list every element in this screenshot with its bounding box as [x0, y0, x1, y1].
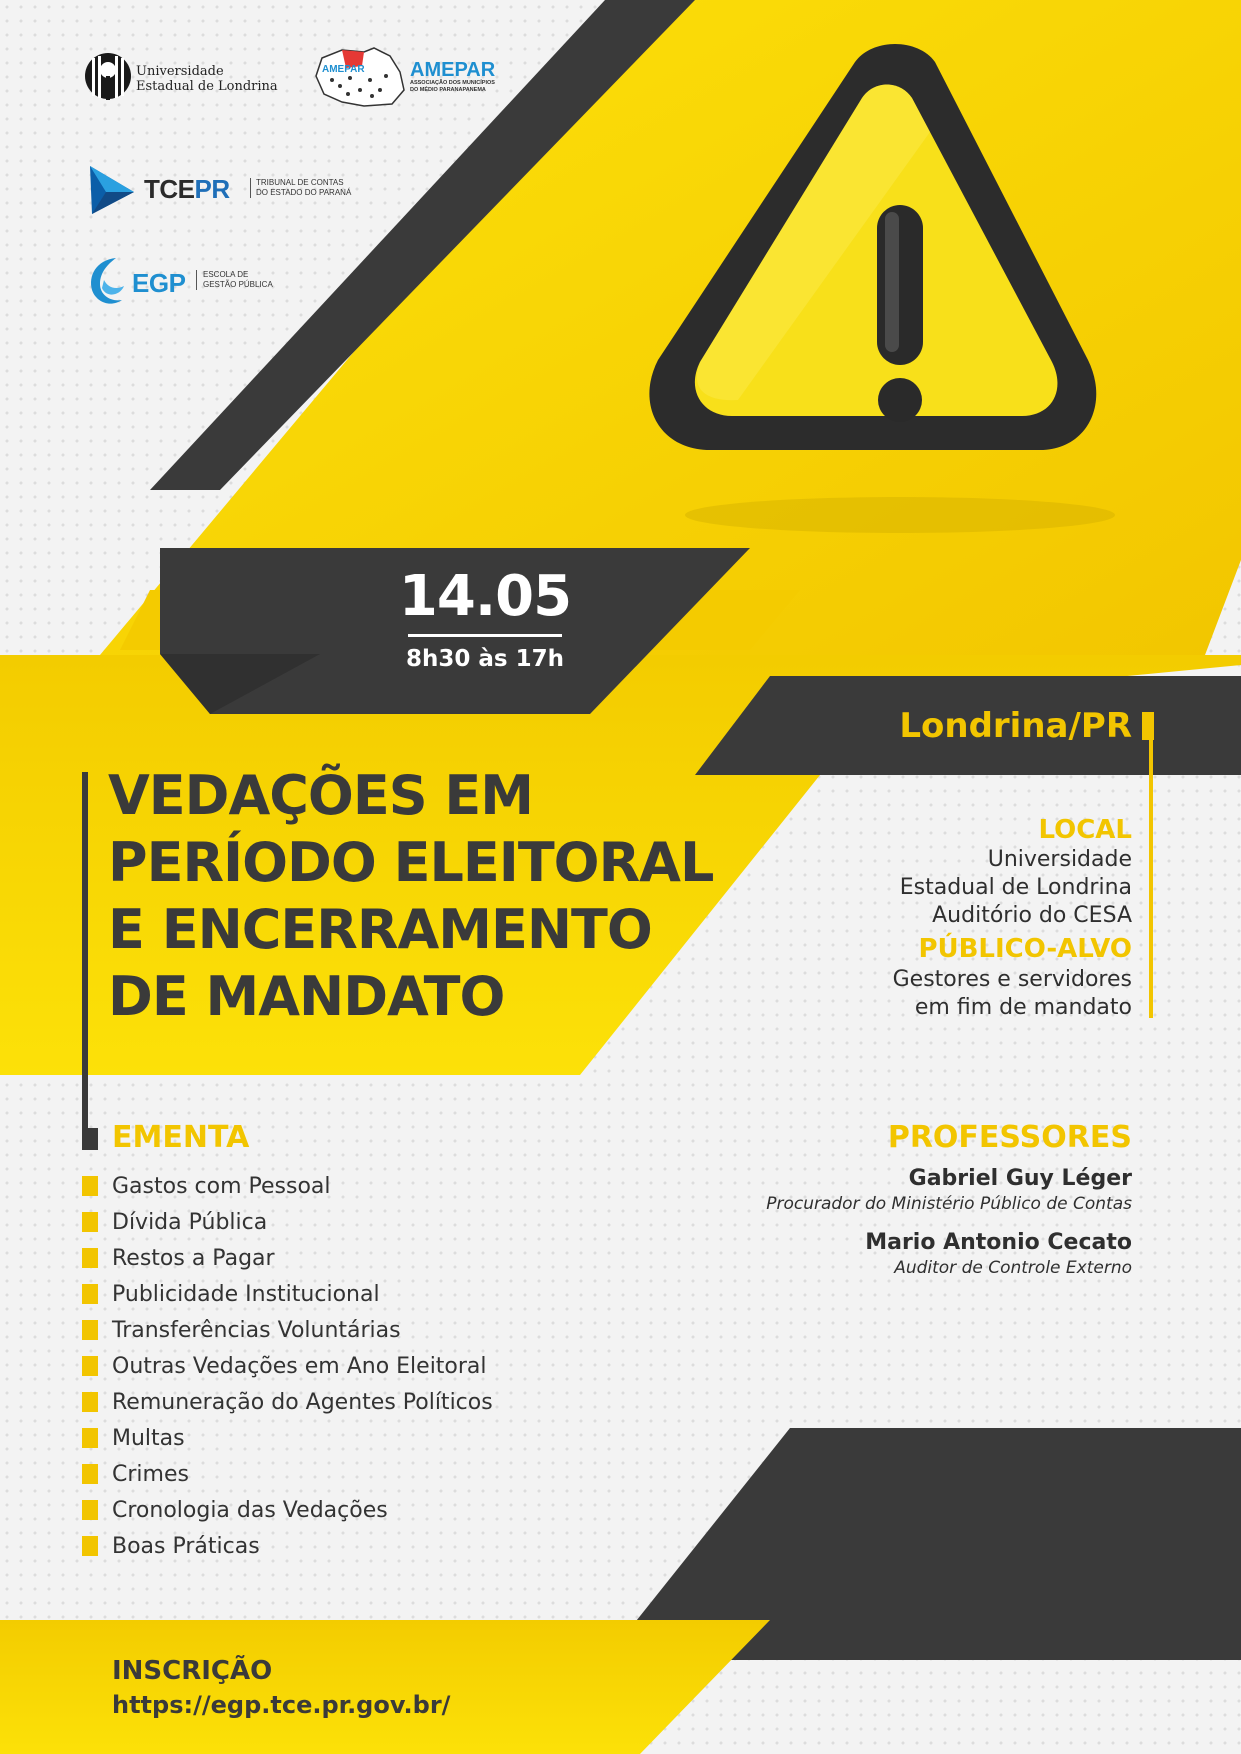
local-line-1: Universidade [987, 847, 1132, 872]
ementa-item [82, 1312, 401, 1348]
amepar-name: AMEPAR [410, 59, 496, 81]
uel-name-line2: Estadual de Londrina [136, 79, 278, 94]
bullet-square-icon [82, 1464, 98, 1484]
event-date-block [380, 566, 590, 675]
ementa-item [82, 1276, 380, 1312]
ementa-item [82, 1528, 260, 1564]
publico-line-2: em fim de mandato [914, 995, 1132, 1020]
bullet-square-icon [82, 1248, 98, 1268]
egp-logo [86, 254, 286, 310]
tcepr-name-tce: TCE [144, 174, 195, 204]
ementa-item-label: Restos a Pagar [112, 1245, 275, 1271]
bullet-square-icon [82, 1212, 98, 1232]
amepar-subtitle-2: DO MÉDIO PARANAPANEMA [410, 87, 486, 93]
professor-role: Auditor de Controle Externo [894, 1258, 1132, 1278]
tcepr-logo [86, 164, 376, 216]
tcepr-name-pr: PR [194, 174, 230, 204]
event-date: 14.05 [398, 564, 572, 629]
amepar-map-label: AMEPAR [322, 64, 365, 75]
bullet-square-icon [82, 1176, 98, 1196]
egp-subtitle-2: GESTÃO PÚBLICA [203, 280, 273, 289]
uel-logo [84, 52, 284, 108]
publico-heading: PÚBLICO-ALVO [918, 934, 1132, 964]
professor-name: Mario Antonio Cecato [865, 1230, 1132, 1255]
egp-name: EGP [132, 268, 186, 298]
event-title [108, 762, 748, 1030]
tcepr-subtitle-2: DO ESTADO DO PARANÁ [256, 188, 352, 197]
title-line-4: DE MANDATO [108, 965, 505, 1028]
bullet-square-icon [82, 1320, 98, 1340]
bullet-square-icon [82, 1536, 98, 1556]
egp-swirl-icon [86, 254, 126, 308]
ementa-heading: EMENTA [112, 1120, 250, 1155]
ementa-item-label: Cronologia das Vedações [112, 1497, 388, 1523]
ementa-item [82, 1168, 331, 1204]
ementa-item-label: Publicidade Institucional [112, 1281, 380, 1307]
ementa-item-label: Dívida Pública [112, 1209, 268, 1235]
ementa-marker [82, 1128, 98, 1150]
professor-name: Gabriel Guy Léger [908, 1166, 1132, 1191]
ementa-item-label: Remuneração do Agentes Políticos [112, 1389, 493, 1415]
publico-line-1: Gestores e servidores [892, 967, 1132, 992]
ementa-item [82, 1204, 267, 1240]
inscricao-section [112, 1654, 450, 1722]
egp-subtitle-1: ESCOLA DE [203, 270, 249, 279]
tcepr-subtitle-1: TRIBUNAL DE CONTAS [256, 178, 344, 187]
uel-name-line1: Universidade [136, 64, 224, 79]
ementa-item [82, 1492, 388, 1528]
date-divider [408, 634, 562, 637]
title-line-3: E ENCERRAMENTO [108, 898, 652, 961]
ementa-item-label: Crimes [112, 1461, 189, 1487]
uel-emblem-icon [84, 52, 132, 104]
title-line-2: PERÍODO ELEITORAL [108, 831, 714, 894]
professores-section [660, 1118, 1132, 1278]
bullet-square-icon [82, 1356, 98, 1376]
local-line-2: Estadual de Londrina [899, 875, 1132, 900]
bullet-square-icon [82, 1500, 98, 1520]
city-marker [1142, 712, 1154, 740]
tcepr-triangle-icon [86, 164, 136, 216]
local-section [800, 814, 1132, 1022]
professores-heading: PROFESSORES [887, 1120, 1132, 1155]
ementa-item-label: Gastos com Pessoal [112, 1173, 331, 1199]
local-heading: LOCAL [1038, 815, 1132, 845]
amepar-logo [312, 46, 502, 110]
inscricao-heading: INSCRIÇÃO [112, 1656, 273, 1686]
amepar-subtitle-1: ASSOCIAÇÃO DOS MUNICÍPIOS [410, 80, 495, 86]
ementa-item-label: Outras Vedações em Ano Eleitoral [112, 1353, 487, 1379]
ementa-item [82, 1456, 189, 1492]
bullet-square-icon [82, 1392, 98, 1412]
parana-map-icon [312, 46, 408, 110]
professor-role: Procurador do Ministério Público de Contas [766, 1194, 1132, 1214]
ementa-item-label: Multas [112, 1425, 185, 1451]
bullet-square-icon [82, 1428, 98, 1448]
ementa-item [82, 1420, 185, 1456]
title-line-1: VEDAÇÕES EM [108, 764, 534, 827]
ementa-item [82, 1384, 493, 1420]
ementa-item-label: Boas Práticas [112, 1533, 260, 1559]
ementa-item [82, 1348, 487, 1384]
bullet-square-icon [82, 1284, 98, 1304]
inscricao-link[interactable]: https://egp.tce.pr.gov.br/ [112, 1691, 451, 1719]
ementa-item [82, 1240, 275, 1276]
event-city: Londrina/PR [899, 706, 1132, 746]
local-line-3: Auditório do CESA [932, 903, 1132, 928]
event-time: 8h30 às 17h [406, 646, 564, 672]
warning-triangle-icon [600, 40, 1120, 560]
ementa-item-label: Transferências Voluntárias [112, 1317, 401, 1343]
